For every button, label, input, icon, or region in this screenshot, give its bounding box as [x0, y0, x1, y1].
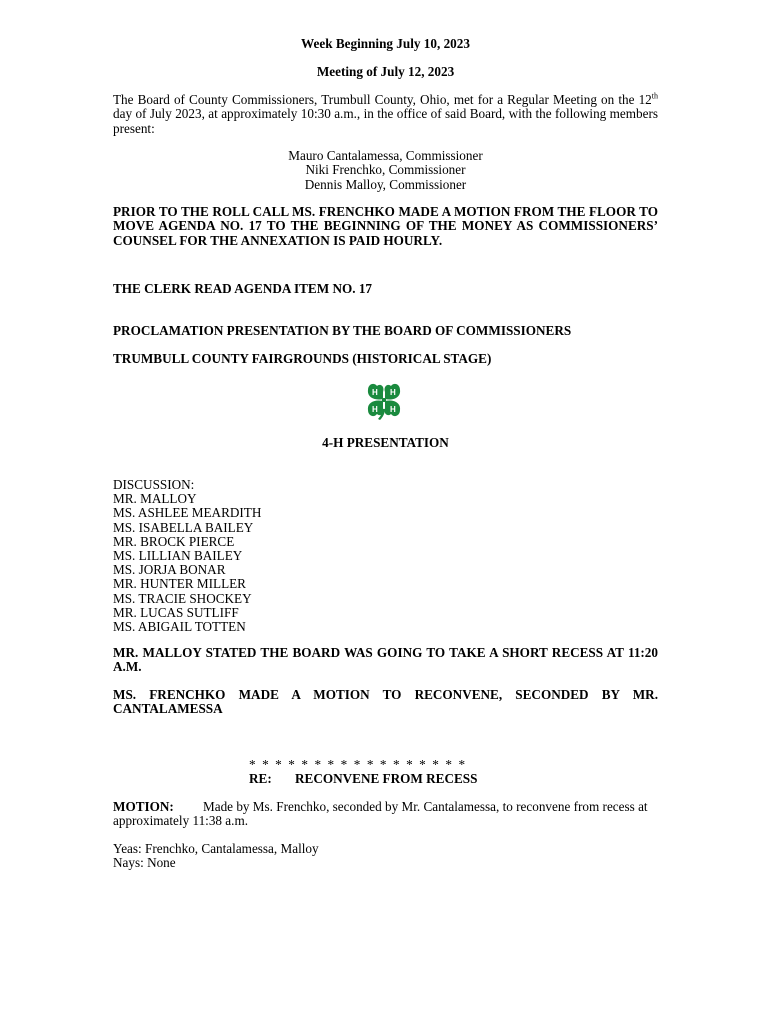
- clover-letter: H: [372, 388, 378, 397]
- speaker-name: MR. HUNTER MILLER: [113, 576, 246, 592]
- yeas-line: Yeas: Frenchko, Cantalamessa, Malloy: [113, 841, 319, 856]
- reconvene-statement: MS. FRENCHKO MADE A MOTION TO RECONVENE, SECONDED BY MR. CANTALAMESSA: [113, 687, 658, 717]
- speaker-name: MR. LUCAS SUTLIFF: [113, 604, 239, 620]
- speaker-name: MR. BROCK PIERCE: [113, 533, 235, 549]
- member-name: Niki Frenchko, Commissioner: [305, 162, 466, 178]
- prior-motion-paragraph: PRIOR TO THE ROLL CALL MS. FRENCHKO MADE A MOTION FROM THE FLOOR TO MOVE AGENDA NO. 17 TO THE BEGINNING OF THE MONEY AS COMMISSIONERS’ COUNSEL FOR THE ANNEXATION IS PAID HOURLY.: [113, 204, 658, 248]
- nays-line: Nays: None: [113, 855, 176, 871]
- re-heading: [249, 772, 477, 786]
- speaker-name: MS. LILLIAN BAILEY: [113, 547, 243, 563]
- member-name: Dennis Malloy, Commissioner: [304, 176, 467, 192]
- clover-letter: H: [372, 405, 378, 414]
- speaker-name: MS. ASHLEE MEARDITH: [113, 505, 262, 521]
- intro-text-end: day of July 2023, at approximately 10:30 a.m., in the office of said Board, with the following members present:: [113, 106, 658, 136]
- speaker-name: MS. ABIGAIL TOTTEN: [113, 618, 246, 634]
- intro-superscript: th: [651, 91, 658, 101]
- intro-text-start: The Board of County Commissioners, Trumbull County, Ohio, met for a Regular Meeting on the 12: [113, 92, 652, 107]
- motion-label: MOTION:: [113, 799, 174, 814]
- re-label: RE:: [249, 771, 272, 786]
- vote-record: [113, 842, 658, 871]
- location-heading: TRUMBULL COUNTY FAIRGROUNDS (HISTORICAL STAGE): [113, 351, 492, 366]
- speaker-name: MS. TRACIE SHOCKEY: [113, 590, 252, 606]
- speaker-name: MS. ISABELLA BAILEY: [113, 519, 254, 535]
- separator-stars: * * * * * * * * * * * * * * * * *: [249, 757, 467, 772]
- member-name: Mauro Cantalamessa, Commissioner: [288, 148, 483, 163]
- discussion-list: [113, 478, 658, 634]
- presentation-heading: 4-H PRESENTATION: [322, 435, 449, 450]
- clerk-read-line: THE CLERK READ AGENDA ITEM NO. 17: [113, 281, 373, 296]
- intro-paragraph: [113, 93, 658, 136]
- proclamation-heading: PROCLAMATION PRESENTATION BY THE BOARD OF COMMISSIONERS: [113, 323, 572, 338]
- recess-statement: MR. MALLOY STATED THE BOARD WAS GOING TO TAKE A SHORT RECESS AT 11:20 A.M.: [113, 645, 658, 675]
- re-text: RECONVENE FROM RECESS: [295, 771, 478, 786]
- motion-paragraph: [113, 800, 658, 829]
- discussion-label: DISCUSSION:: [113, 477, 195, 492]
- motion-text: Made by Ms. Frenchko, seconded by Mr. Cantalamessa, to reconvene from recess at approximately 11:38 a.m.: [113, 799, 648, 829]
- speaker-name: MR. MALLOY: [113, 491, 197, 507]
- members-list: [113, 149, 658, 192]
- clover-letter: H: [390, 405, 396, 414]
- week-heading: Week Beginning July 10, 2023: [301, 36, 470, 51]
- speaker-name: MS. JORJA BONAR: [113, 562, 226, 578]
- clover-letter: H: [390, 388, 396, 397]
- four-h-clover-icon: [362, 380, 406, 420]
- meeting-heading: Meeting of July 12, 2023: [316, 64, 455, 79]
